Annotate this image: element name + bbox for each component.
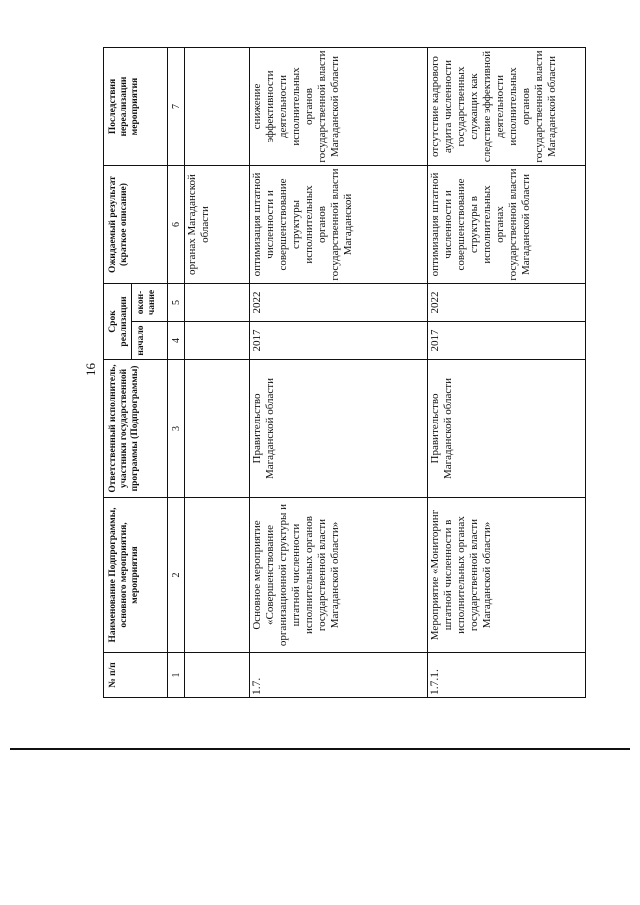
measures-table [103, 47, 586, 698]
cell-result: оптимизация штатной численности и совершенствование структуры исполнительных органов государственной власти Магаданской [250, 166, 428, 284]
cell-result: органах Магаданской области [185, 166, 250, 284]
header-result: Ожидаемый результат (краткое описание) [104, 166, 168, 284]
table-row [250, 48, 428, 698]
header-start: начало [132, 322, 168, 360]
cell-num: 1.7.1. [428, 653, 586, 698]
cell-executor: Правительство Магаданской области [250, 360, 428, 498]
cell-result: оптимизация штатной численности и совершенствование структуры в исполнительных органах государственной власти Магаданской области [428, 166, 586, 284]
cell-start: 2017 [250, 322, 428, 360]
cell-consequences: отсутствие кадрового аудита численности государственных служащих как следствие эффективной деятельности исполнительных органов государственной власти Магаданской области [428, 48, 586, 166]
cell-executor [185, 360, 250, 498]
column-number: 7 [168, 48, 185, 166]
cell-num [185, 653, 250, 698]
column-number: 5 [168, 284, 185, 322]
header-num: № п/п [104, 653, 168, 698]
cell-name: Основное мероприятие «Совершенствование организационной структуры и штатной численности исполнительных органов государственной власти Магаданской области» [250, 498, 428, 653]
measures-table-container [103, 48, 558, 698]
column-number: 3 [168, 360, 185, 498]
column-number-row [168, 48, 185, 698]
page-number: 16 [83, 363, 98, 376]
cell-num: 1.7. [250, 653, 428, 698]
cell-end [185, 284, 250, 322]
header-consequences: Последствия нереализации мероприятия [104, 48, 168, 166]
cell-start [185, 322, 250, 360]
table-row [428, 48, 586, 698]
header-term: Срок реализации [104, 284, 132, 360]
column-number: 1 [168, 653, 185, 698]
cell-executor: Правительство Магаданской области [428, 360, 586, 498]
cell-consequences [185, 48, 250, 166]
header-name: Наименование Подпрограммы, основного мероприятия, мероприятия [104, 498, 168, 653]
header-row [104, 48, 132, 698]
horizontal-rule [10, 748, 630, 750]
column-number: 4 [168, 322, 185, 360]
header-end: окон-чание [132, 284, 168, 322]
cell-end: 2022 [250, 284, 428, 322]
table-row [185, 48, 250, 698]
column-number: 2 [168, 498, 185, 653]
cell-consequences: снижение эффективности деятельности исполнительных органов государственной власти Магаданской области [250, 48, 428, 166]
cell-start: 2017 [428, 322, 586, 360]
cell-end: 2022 [428, 284, 586, 322]
cell-name: Мероприятие «Мониторинг штатной численности в исполнительных органах государственной власти Магаданской области» [428, 498, 586, 653]
header-executor: Ответственный исполнитель, участники государственной программы (Подпрограммы) [104, 360, 168, 498]
cell-name [185, 498, 250, 653]
column-number: 6 [168, 166, 185, 284]
